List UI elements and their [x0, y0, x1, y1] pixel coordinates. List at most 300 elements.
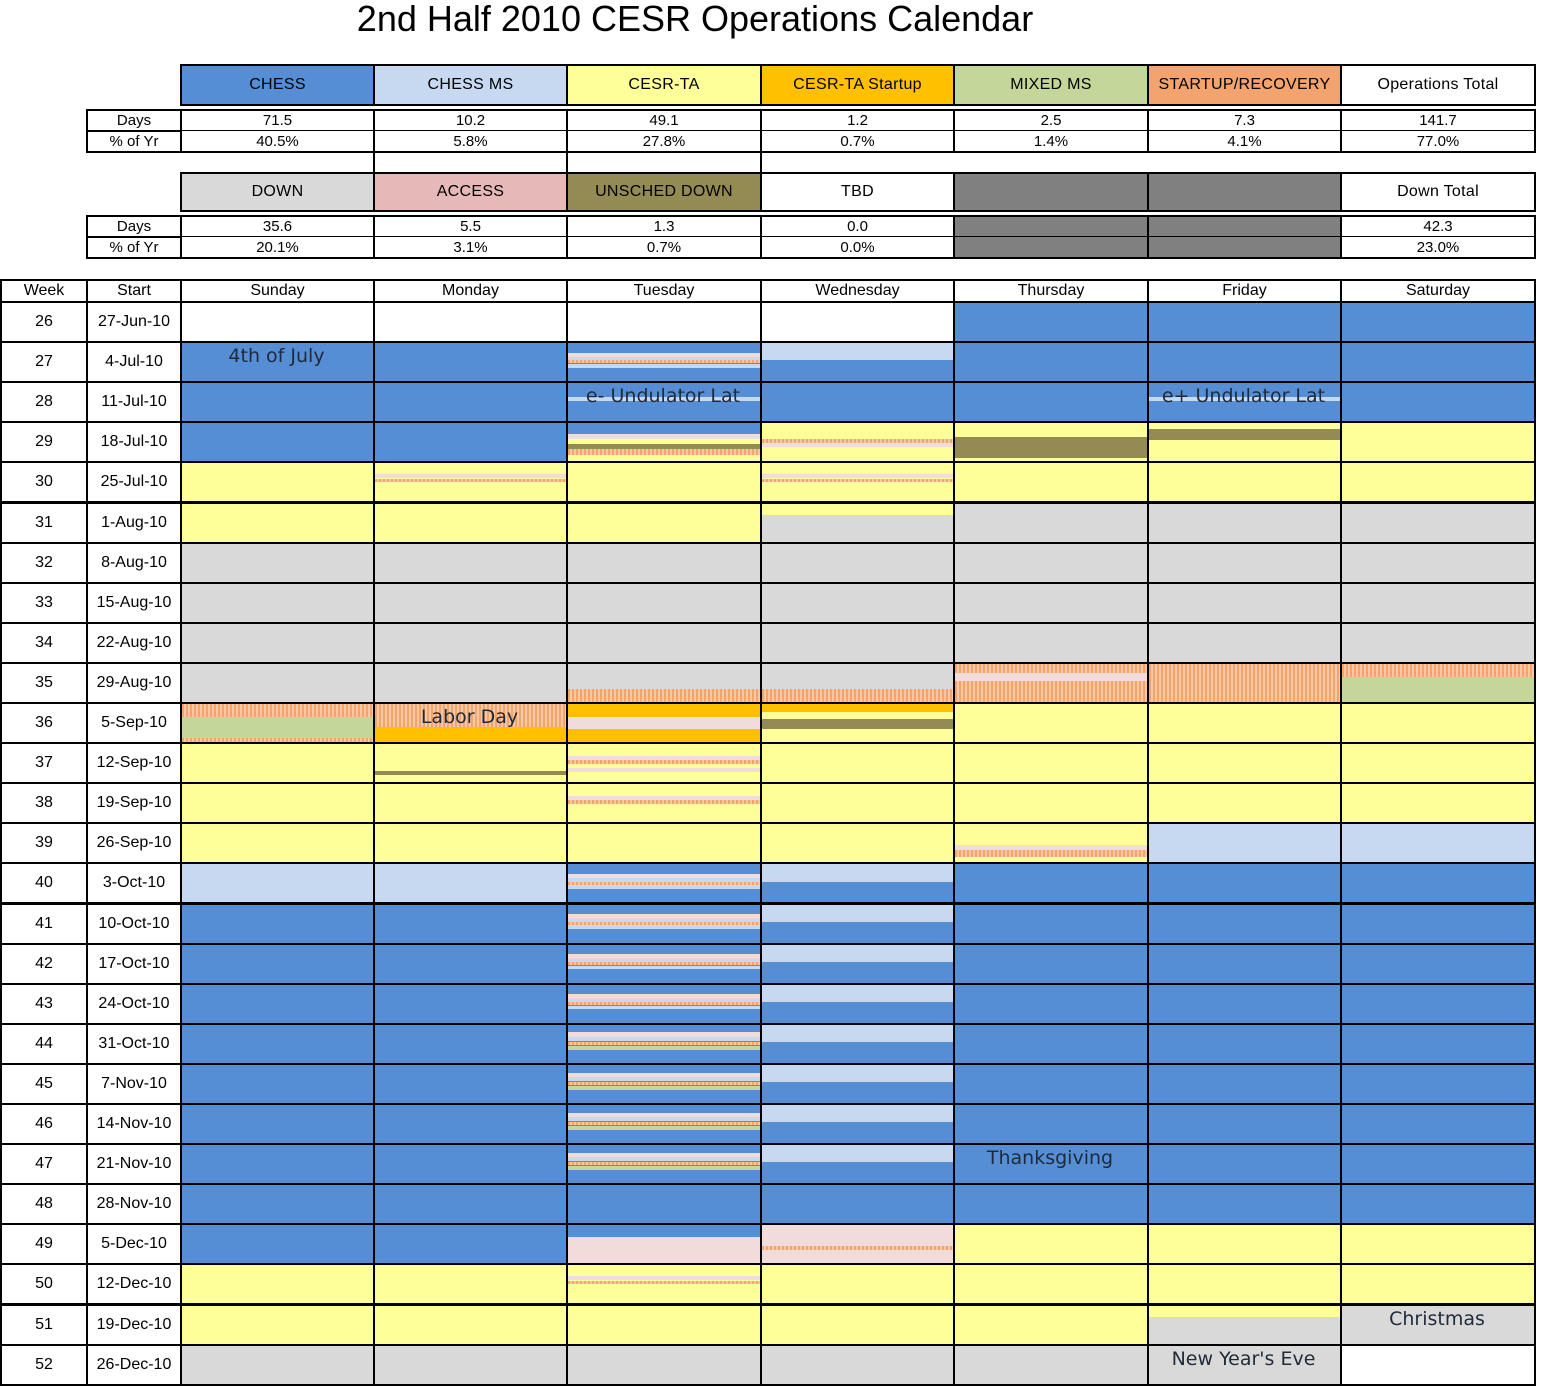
week-start-date: 19-Sep-10 — [86, 782, 182, 824]
day-cell[interactable] — [1147, 1304, 1342, 1346]
schedule-block — [1149, 463, 1340, 501]
day-cell[interactable] — [1147, 822, 1342, 864]
day-cell[interactable] — [760, 1304, 955, 1346]
day-cell[interactable] — [373, 622, 568, 664]
schedule-block — [955, 784, 1147, 822]
day-cell[interactable] — [1340, 1344, 1536, 1386]
holiday-note: New Year's Eve — [1171, 1347, 1316, 1370]
day-cell[interactable] — [953, 862, 1149, 904]
day-cell[interactable] — [953, 1304, 1149, 1346]
day-cell[interactable] — [1147, 782, 1342, 824]
day-cell[interactable] — [953, 1183, 1149, 1225]
day-cell[interactable] — [373, 301, 568, 343]
day-cell[interactable] — [180, 1063, 375, 1105]
day-cell[interactable] — [566, 822, 762, 864]
days-value: 71.5 — [180, 109, 375, 132]
week-number: 44 — [0, 1023, 88, 1065]
holiday-note: Thanksgiving — [986, 1147, 1114, 1170]
day-cell[interactable] — [1147, 702, 1342, 744]
schedule-block — [182, 1265, 373, 1303]
day-cell[interactable] — [953, 381, 1149, 423]
day-cell[interactable] — [180, 421, 375, 463]
day-cell[interactable] — [180, 1344, 375, 1386]
schedule-block — [375, 303, 566, 341]
column-header-week: Week — [0, 279, 88, 303]
schedule-block — [762, 544, 953, 582]
day-cell[interactable] — [180, 983, 375, 1025]
day-cell[interactable] — [373, 822, 568, 864]
page-title: 2nd Half 2010 CESR Operations Calendar — [356, 0, 1034, 39]
day-cell[interactable] — [760, 983, 955, 1025]
schedule-block — [1149, 1185, 1340, 1223]
day-cell[interactable] — [373, 582, 568, 624]
schedule-block — [955, 985, 1147, 1023]
day-cell[interactable] — [760, 702, 955, 744]
schedule-block — [1342, 864, 1534, 902]
day-cell[interactable] — [760, 381, 955, 423]
day-cell[interactable] — [373, 1143, 568, 1185]
day-cell[interactable] — [180, 622, 375, 664]
day-cell[interactable] — [953, 1103, 1149, 1145]
day-cell[interactable] — [760, 782, 955, 824]
week-number: 43 — [0, 983, 88, 1025]
schedule-block — [182, 1145, 373, 1183]
day-cell[interactable] — [953, 662, 1149, 704]
day-cell[interactable] — [566, 862, 762, 904]
day-cell[interactable] — [566, 1143, 762, 1185]
days-value: 2.5 — [953, 109, 1149, 132]
day-cell[interactable] — [760, 341, 955, 383]
day-cell[interactable] — [760, 943, 955, 985]
day-cell[interactable] — [1340, 662, 1536, 704]
day-cell[interactable] — [566, 1344, 762, 1386]
day-cell[interactable] — [953, 1263, 1149, 1305]
day-cell[interactable] — [180, 301, 375, 343]
day-cell[interactable] — [373, 1063, 568, 1105]
day-cell[interactable] — [180, 1183, 375, 1225]
day-cell[interactable] — [953, 461, 1149, 503]
schedule-block — [568, 1157, 760, 1161]
schedule-block — [568, 1086, 760, 1090]
day-cell[interactable] — [180, 1143, 375, 1185]
legend-blank — [1147, 172, 1342, 212]
days-value: 7.3 — [1147, 109, 1342, 132]
day-cell[interactable] — [1340, 301, 1536, 343]
day-cell[interactable] — [760, 862, 955, 904]
schedule-block — [955, 504, 1147, 542]
day-cell[interactable] — [1340, 341, 1536, 383]
week-start-date: 15-Aug-10 — [86, 582, 182, 624]
day-cell[interactable] — [373, 782, 568, 824]
day-cell[interactable] — [566, 1023, 762, 1065]
day-cell[interactable] — [1340, 1263, 1536, 1305]
day-cell[interactable] — [760, 622, 955, 664]
day-cell[interactable] — [953, 943, 1149, 985]
days-value: 0.0 — [760, 215, 955, 238]
day-cell[interactable] — [953, 702, 1149, 744]
day-cell[interactable] — [373, 1103, 568, 1145]
day-cell[interactable] — [1147, 1103, 1342, 1145]
day-cell[interactable] — [1147, 582, 1342, 624]
day-cell[interactable] — [1147, 1023, 1342, 1065]
day-cell[interactable] — [953, 1223, 1149, 1265]
schedule-block — [375, 463, 566, 501]
day-cell[interactable] — [1340, 862, 1536, 904]
day-cell[interactable] — [953, 822, 1149, 864]
day-cell[interactable] — [566, 622, 762, 664]
day-cell[interactable] — [760, 662, 955, 704]
day-cell[interactable] — [1340, 903, 1536, 945]
day-cell[interactable] — [373, 662, 568, 704]
day-cell[interactable] — [1147, 1223, 1342, 1265]
schedule-block — [182, 664, 373, 702]
week-number: 40 — [0, 862, 88, 904]
day-cell[interactable] — [373, 1304, 568, 1346]
day-cell[interactable] — [1147, 301, 1342, 343]
day-cell[interactable] — [1147, 341, 1342, 383]
day-cell[interactable] — [180, 903, 375, 945]
day-cell[interactable] — [373, 1263, 568, 1305]
week-number: 46 — [0, 1103, 88, 1145]
day-cell[interactable] — [953, 542, 1149, 584]
day-cell[interactable] — [180, 862, 375, 904]
day-cell[interactable] — [760, 903, 955, 945]
day-cell[interactable] — [180, 381, 375, 423]
day-cell[interactable] — [180, 1304, 375, 1346]
day-cell[interactable] — [566, 702, 762, 744]
day-cell[interactable] — [953, 421, 1149, 463]
schedule-block — [568, 1185, 760, 1223]
schedule-block — [568, 544, 760, 582]
day-cell[interactable] — [760, 1143, 955, 1185]
schedule-block — [762, 1246, 953, 1250]
day-cell[interactable] — [1340, 1183, 1536, 1225]
day-cell[interactable] — [1340, 1023, 1536, 1065]
percent-value: 0.7% — [760, 130, 955, 153]
schedule-block — [762, 824, 953, 862]
week-start-date: 8-Aug-10 — [86, 542, 182, 584]
column-header-tuesday: Tuesday — [566, 279, 762, 303]
holiday-note: 4th of July — [228, 345, 325, 368]
week-number: 42 — [0, 943, 88, 985]
schedule-block — [568, 1046, 760, 1050]
day-cell[interactable] — [373, 1223, 568, 1265]
day-cell[interactable] — [1340, 782, 1536, 824]
week-start-date: 1-Aug-10 — [86, 502, 182, 544]
legend-chess: CHESS — [180, 64, 375, 106]
day-cell[interactable] — [1147, 1263, 1342, 1305]
day-cell[interactable] — [1147, 742, 1342, 784]
schedule-block — [375, 1065, 566, 1103]
day-cell[interactable] — [566, 782, 762, 824]
day-cell[interactable] — [953, 1023, 1149, 1065]
day-cell[interactable] — [760, 1223, 955, 1265]
schedule-block — [762, 719, 953, 729]
day-cell[interactable] — [1340, 1143, 1536, 1185]
schedule-block — [1342, 343, 1534, 381]
day-cell[interactable] — [180, 502, 375, 544]
schedule-block — [1149, 864, 1340, 902]
schedule-block — [375, 1105, 566, 1143]
schedule-block — [1149, 343, 1340, 381]
day-cell[interactable] — [953, 582, 1149, 624]
percent-value: 4.1% — [1147, 130, 1342, 153]
day-cell[interactable] — [1340, 421, 1536, 463]
day-cell[interactable] — [1147, 862, 1342, 904]
legend-blank — [953, 172, 1149, 212]
day-cell[interactable] — [373, 1183, 568, 1225]
day-cell[interactable] — [1340, 1103, 1536, 1145]
day-cell[interactable] — [760, 1183, 955, 1225]
day-cell[interactable] — [953, 1063, 1149, 1105]
schedule-block — [1342, 624, 1534, 662]
day-cell[interactable] — [953, 502, 1149, 544]
day-cell[interactable] — [1340, 542, 1536, 584]
day-cell[interactable] — [373, 341, 568, 383]
day-cell[interactable] — [1147, 1143, 1342, 1185]
schedule-block — [375, 423, 566, 461]
day-cell[interactable] — [566, 1063, 762, 1105]
day-cell[interactable] — [760, 1063, 955, 1105]
day-cell[interactable] — [760, 1344, 955, 1386]
schedule-block — [568, 962, 760, 965]
legend-access: ACCESS — [373, 172, 568, 212]
day-cell[interactable] — [373, 1344, 568, 1386]
column-header-monday: Monday — [373, 279, 568, 303]
day-cell[interactable] — [1340, 702, 1536, 744]
week-number: 41 — [0, 903, 88, 945]
schedule-block — [1342, 423, 1534, 461]
day-cell[interactable] — [760, 421, 955, 463]
day-cell[interactable] — [760, 1103, 955, 1145]
day-cell[interactable] — [566, 461, 762, 503]
percent-value: 5.8% — [373, 130, 568, 153]
day-cell[interactable] — [953, 301, 1149, 343]
day-cell[interactable] — [373, 983, 568, 1025]
day-cell[interactable] — [373, 862, 568, 904]
day-cell[interactable] — [760, 502, 955, 544]
schedule-block — [1342, 824, 1534, 862]
week-number: 28 — [0, 381, 88, 423]
day-cell[interactable] — [180, 943, 375, 985]
day-cell[interactable] — [566, 903, 762, 945]
schedule-block — [182, 824, 373, 862]
day-cell[interactable] — [1147, 1183, 1342, 1225]
day-cell[interactable] — [180, 1263, 375, 1305]
day-cell[interactable] — [373, 542, 568, 584]
schedule-block — [568, 1346, 760, 1384]
schedule-block — [1342, 704, 1534, 742]
day-cell[interactable] — [180, 742, 375, 784]
schedule-block — [568, 1006, 760, 1010]
day-cell[interactable] — [180, 542, 375, 584]
day-cell[interactable] — [373, 421, 568, 463]
week-start-date: 12-Dec-10 — [86, 1263, 182, 1305]
day-cell[interactable] — [1147, 983, 1342, 1025]
day-cell[interactable] — [953, 983, 1149, 1025]
day-cell[interactable] — [953, 341, 1149, 383]
schedule-block — [1149, 985, 1340, 1023]
week-start-date: 3-Oct-10 — [86, 862, 182, 904]
day-cell[interactable] — [1340, 461, 1536, 503]
day-cell[interactable] — [566, 421, 762, 463]
day-cell[interactable] — [566, 1304, 762, 1346]
day-cell[interactable] — [1340, 582, 1536, 624]
day-cell[interactable] — [566, 1263, 762, 1305]
legend-cesr-ta-startup: CESR-TA Startup — [760, 64, 955, 106]
day-cell[interactable] — [1147, 421, 1342, 463]
day-cell[interactable] — [1147, 1063, 1342, 1105]
day-cell[interactable] — [760, 1023, 955, 1065]
schedule-block — [568, 504, 760, 542]
day-cell[interactable] — [180, 582, 375, 624]
day-cell[interactable] — [953, 1344, 1149, 1386]
week-start-date: 12-Sep-10 — [86, 742, 182, 784]
schedule-block — [182, 1025, 373, 1063]
schedule-block — [1342, 584, 1534, 622]
day-cell[interactable] — [1340, 1223, 1536, 1265]
day-cell[interactable] — [373, 903, 568, 945]
day-cell[interactable] — [566, 341, 762, 383]
week-start-date: 17-Oct-10 — [86, 943, 182, 985]
schedule-block — [568, 364, 760, 368]
schedule-block — [762, 784, 953, 822]
day-cell[interactable] — [566, 1103, 762, 1145]
day-cell[interactable] — [1147, 903, 1342, 945]
schedule-block — [182, 544, 373, 582]
schedule-block — [375, 771, 566, 775]
day-cell[interactable] — [180, 782, 375, 824]
day-cell[interactable] — [760, 1263, 955, 1305]
day-cell[interactable] — [953, 622, 1149, 664]
column-header-start: Start — [86, 279, 182, 303]
day-cell[interactable] — [760, 822, 955, 864]
day-cell[interactable] — [1147, 542, 1342, 584]
schedule-block — [568, 717, 760, 728]
day-cell[interactable] — [566, 1223, 762, 1265]
week-start-date: 25-Jul-10 — [86, 461, 182, 503]
day-cell[interactable] — [566, 542, 762, 584]
schedule-block — [568, 1042, 760, 1045]
days-value: 35.6 — [180, 215, 375, 238]
day-cell[interactable] — [1147, 943, 1342, 985]
schedule-block — [182, 1185, 373, 1223]
day-cell[interactable] — [566, 582, 762, 624]
day-cell[interactable] — [760, 461, 955, 503]
schedule-block — [182, 1346, 373, 1384]
schedule-block — [955, 1346, 1147, 1384]
holiday-note: Christmas — [1389, 1307, 1485, 1330]
schedule-block — [1149, 704, 1340, 742]
day-cell[interactable] — [1147, 502, 1342, 544]
column-header-wednesday: Wednesday — [760, 279, 955, 303]
legend-mixed-ms: MIXED MS — [953, 64, 1149, 106]
day-cell[interactable] — [1340, 822, 1536, 864]
schedule-block — [182, 1306, 373, 1344]
day-cell[interactable] — [180, 702, 375, 744]
day-cell[interactable] — [1340, 1063, 1536, 1105]
day-cell[interactable] — [180, 1023, 375, 1065]
schedule-block — [568, 824, 760, 862]
days-value: 1.2 — [760, 109, 955, 132]
day-cell[interactable] — [760, 582, 955, 624]
day-cell[interactable] — [760, 742, 955, 784]
day-cell[interactable] — [953, 742, 1149, 784]
schedule-block — [182, 504, 373, 542]
day-cell[interactable] — [180, 1103, 375, 1145]
day-cell[interactable] — [566, 983, 762, 1025]
day-cell[interactable] — [953, 782, 1149, 824]
schedule-block — [762, 1265, 953, 1303]
schedule-block — [568, 303, 760, 341]
schedule-block — [762, 1225, 953, 1263]
day-cell[interactable] — [1340, 742, 1536, 784]
day-cell[interactable] — [373, 943, 568, 985]
schedule-block — [375, 544, 566, 582]
day-cell[interactable] — [373, 502, 568, 544]
week-number: 34 — [0, 622, 88, 664]
schedule-block — [955, 945, 1147, 983]
day-cell[interactable] — [1340, 381, 1536, 423]
day-cell[interactable] — [180, 822, 375, 864]
schedule-block — [1342, 544, 1534, 582]
day-cell[interactable] — [566, 301, 762, 343]
percent-value: 0.0% — [760, 236, 955, 259]
schedule-block — [568, 444, 760, 449]
day-cell[interactable] — [566, 742, 762, 784]
day-cell[interactable] — [180, 1223, 375, 1265]
day-cell[interactable] — [1340, 622, 1536, 664]
day-cell[interactable] — [566, 662, 762, 704]
holiday-note: e- Undulator Lat — [585, 385, 741, 408]
week-number: 52 — [0, 1344, 88, 1386]
day-cell[interactable] — [1147, 662, 1342, 704]
day-cell[interactable] — [373, 381, 568, 423]
percent-value: 0.7% — [566, 236, 762, 259]
day-cell[interactable] — [1147, 461, 1342, 503]
week-number: 35 — [0, 662, 88, 704]
day-cell[interactable] — [953, 903, 1149, 945]
day-cell[interactable] — [1340, 943, 1536, 985]
day-cell[interactable] — [373, 742, 568, 784]
day-cell[interactable] — [1340, 983, 1536, 1025]
day-cell[interactable] — [373, 1023, 568, 1065]
schedule-block — [762, 1025, 953, 1042]
day-cell[interactable] — [566, 502, 762, 544]
day-cell[interactable] — [566, 1183, 762, 1225]
schedule-block — [375, 824, 566, 862]
day-cell[interactable] — [760, 301, 955, 343]
schedule-block — [568, 1122, 760, 1125]
column-header-thursday: Thursday — [953, 279, 1149, 303]
days-value: 141.7 — [1340, 109, 1536, 132]
day-cell[interactable] — [180, 662, 375, 704]
day-cell[interactable] — [566, 943, 762, 985]
day-cell[interactable] — [1147, 622, 1342, 664]
percent-value: 77.0% — [1340, 130, 1536, 153]
day-cell[interactable] — [1340, 502, 1536, 544]
schedule-block — [762, 744, 953, 782]
table-separator — [373, 150, 375, 172]
schedule-block — [568, 1117, 760, 1121]
day-cell[interactable] — [180, 461, 375, 503]
column-header-friday: Friday — [1147, 279, 1342, 303]
legend-cesr-ta: CESR-TA — [566, 64, 762, 106]
day-cell[interactable] — [373, 461, 568, 503]
schedule-block — [1149, 1225, 1340, 1263]
schedule-block — [1342, 744, 1534, 782]
day-cell[interactable] — [760, 542, 955, 584]
